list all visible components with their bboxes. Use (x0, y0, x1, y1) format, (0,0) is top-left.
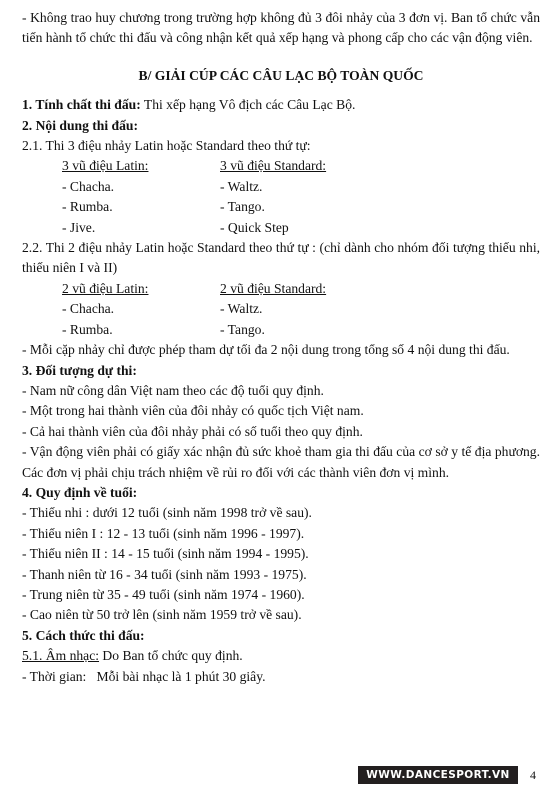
list-item: - Cao niên từ 50 trở lên (sinh năm 1959 trở về sau). (22, 607, 302, 623)
section-5-1 (22, 646, 540, 666)
section-1-text: Thi xếp hạng Vô địch các Câu Lạc Bộ. (140, 97, 356, 113)
section-3-heading: 3. Đối tượng dự thi: (22, 362, 137, 378)
list-item: - Trung niên từ 35 - 49 tuổi (sinh năm 1974 - 1960). (22, 586, 305, 602)
section-1-heading: 1. Tính chất thi đấu: (22, 97, 141, 113)
standard-dance: - Quick Step (220, 219, 289, 235)
dance-table-1 (22, 156, 540, 238)
document-page (22, 8, 540, 687)
list-item: - Một trong hai thành viên của đôi nhảy có quốc tịch Việt nam. (22, 403, 364, 419)
section-2-1-text: 2.1. Thi 3 điệu nhảy Latin hoặc Standard theo thứ tự: (22, 138, 311, 154)
latin-2-heading: 2 vũ điệu Latin: (62, 280, 149, 296)
latin-dance: - Jive. (62, 219, 96, 235)
section-title: B/ GIẢI CÚP CÁC CÂU LẠC BỘ TOÀN QUỐC (138, 67, 424, 83)
dance-row (22, 177, 540, 197)
list-item: - Thiếu nhi : dưới 12 tuổi (sinh năm 1998 trở về sau). (22, 505, 312, 521)
dance-table-1-header (22, 156, 540, 176)
list-item: - Thiếu niên I : 12 - 13 tuổi (sinh năm 1996 - 1997). (22, 525, 305, 541)
page-number: 4 (530, 768, 536, 782)
website-banner: WWW.DANCESPORT.VN (358, 766, 518, 784)
standard-3-heading: 3 vũ điệu Standard: (220, 158, 327, 174)
dance-row (22, 299, 540, 319)
dance-row (22, 320, 540, 340)
standard-dance: - Waltz. (220, 301, 263, 317)
list-item: - Vận động viên phải có giấy xác nhận đủ sức khoẻ tham gia thi đấu của cơ sở y tế địa phương. Các đơn vị phải chịu trách nhiệm về rủi ro đối với các thành viên đơn vị mình. (22, 444, 540, 480)
latin-dance: - Rumba. (62, 321, 113, 337)
latin-dance: - Chacha. (62, 301, 115, 317)
standard-dance: - Tango. (220, 321, 265, 337)
list-item: - Thanh niên từ 16 - 34 tuổi (sinh năm 1993 - 1975). (22, 566, 307, 582)
standard-2-heading: 2 vũ điệu Standard: (220, 280, 327, 296)
dance-table-2 (22, 279, 540, 340)
section-5-heading: 5. Cách thức thi đấu: (22, 627, 145, 643)
latin-dance: - Rumba. (62, 199, 113, 215)
section-2-note: - Mỗi cặp nhảy chỉ được phép tham dự tối đa 2 nội dung trong tổng số 4 nội dung thi đấu. (22, 342, 510, 358)
section-5-1-text: Do Ban tổ chức quy định. (99, 648, 243, 664)
latin-dance: - Chacha. (62, 178, 115, 194)
standard-dance: - Tango. (220, 199, 265, 215)
dance-row (22, 197, 540, 217)
list-item: - Nam nữ công dân Việt nam theo các độ tuổi quy định. (22, 382, 324, 398)
list-item: - Cả hai thành viên của đôi nhảy phải có số tuổi theo quy định. (22, 423, 363, 439)
list-item: - Thiếu niên II : 14 - 15 tuổi (sinh năm 1994 - 1995). (22, 546, 309, 562)
section-2-heading: 2. Nội dung thi đấu: (22, 117, 138, 133)
dance-table-2-header (22, 279, 540, 299)
section-1 (22, 95, 540, 115)
standard-dance: - Waltz. (220, 178, 263, 194)
dance-row (22, 218, 540, 238)
section-2-2-text: 2.2. Thi 2 điệu nhảy Latin hoặc Standard theo thứ tự : (chỉ dành cho nhóm đối tượng thiếu nhi, thiếu niên I và II) (22, 240, 540, 276)
time-line: - Thời gian: Mỗi bài nhạc là 1 phút 30 giây. (22, 668, 266, 684)
intro-paragraph: - Không trao huy chương trong trường hợp không đủ 3 đôi nhảy của 3 đơn vị. Ban tổ chức vẫn tiến hành tổ chức thi đấu và công nhận kết quả xếp hạng và phong cấp cho các vận động viên. (22, 10, 540, 46)
section-5-1-label: 5.1. Âm nhạc: (22, 648, 100, 664)
section-4-heading: 4. Quy định về tuổi: (22, 484, 138, 500)
latin-3-heading: 3 vũ điệu Latin: (62, 158, 149, 174)
